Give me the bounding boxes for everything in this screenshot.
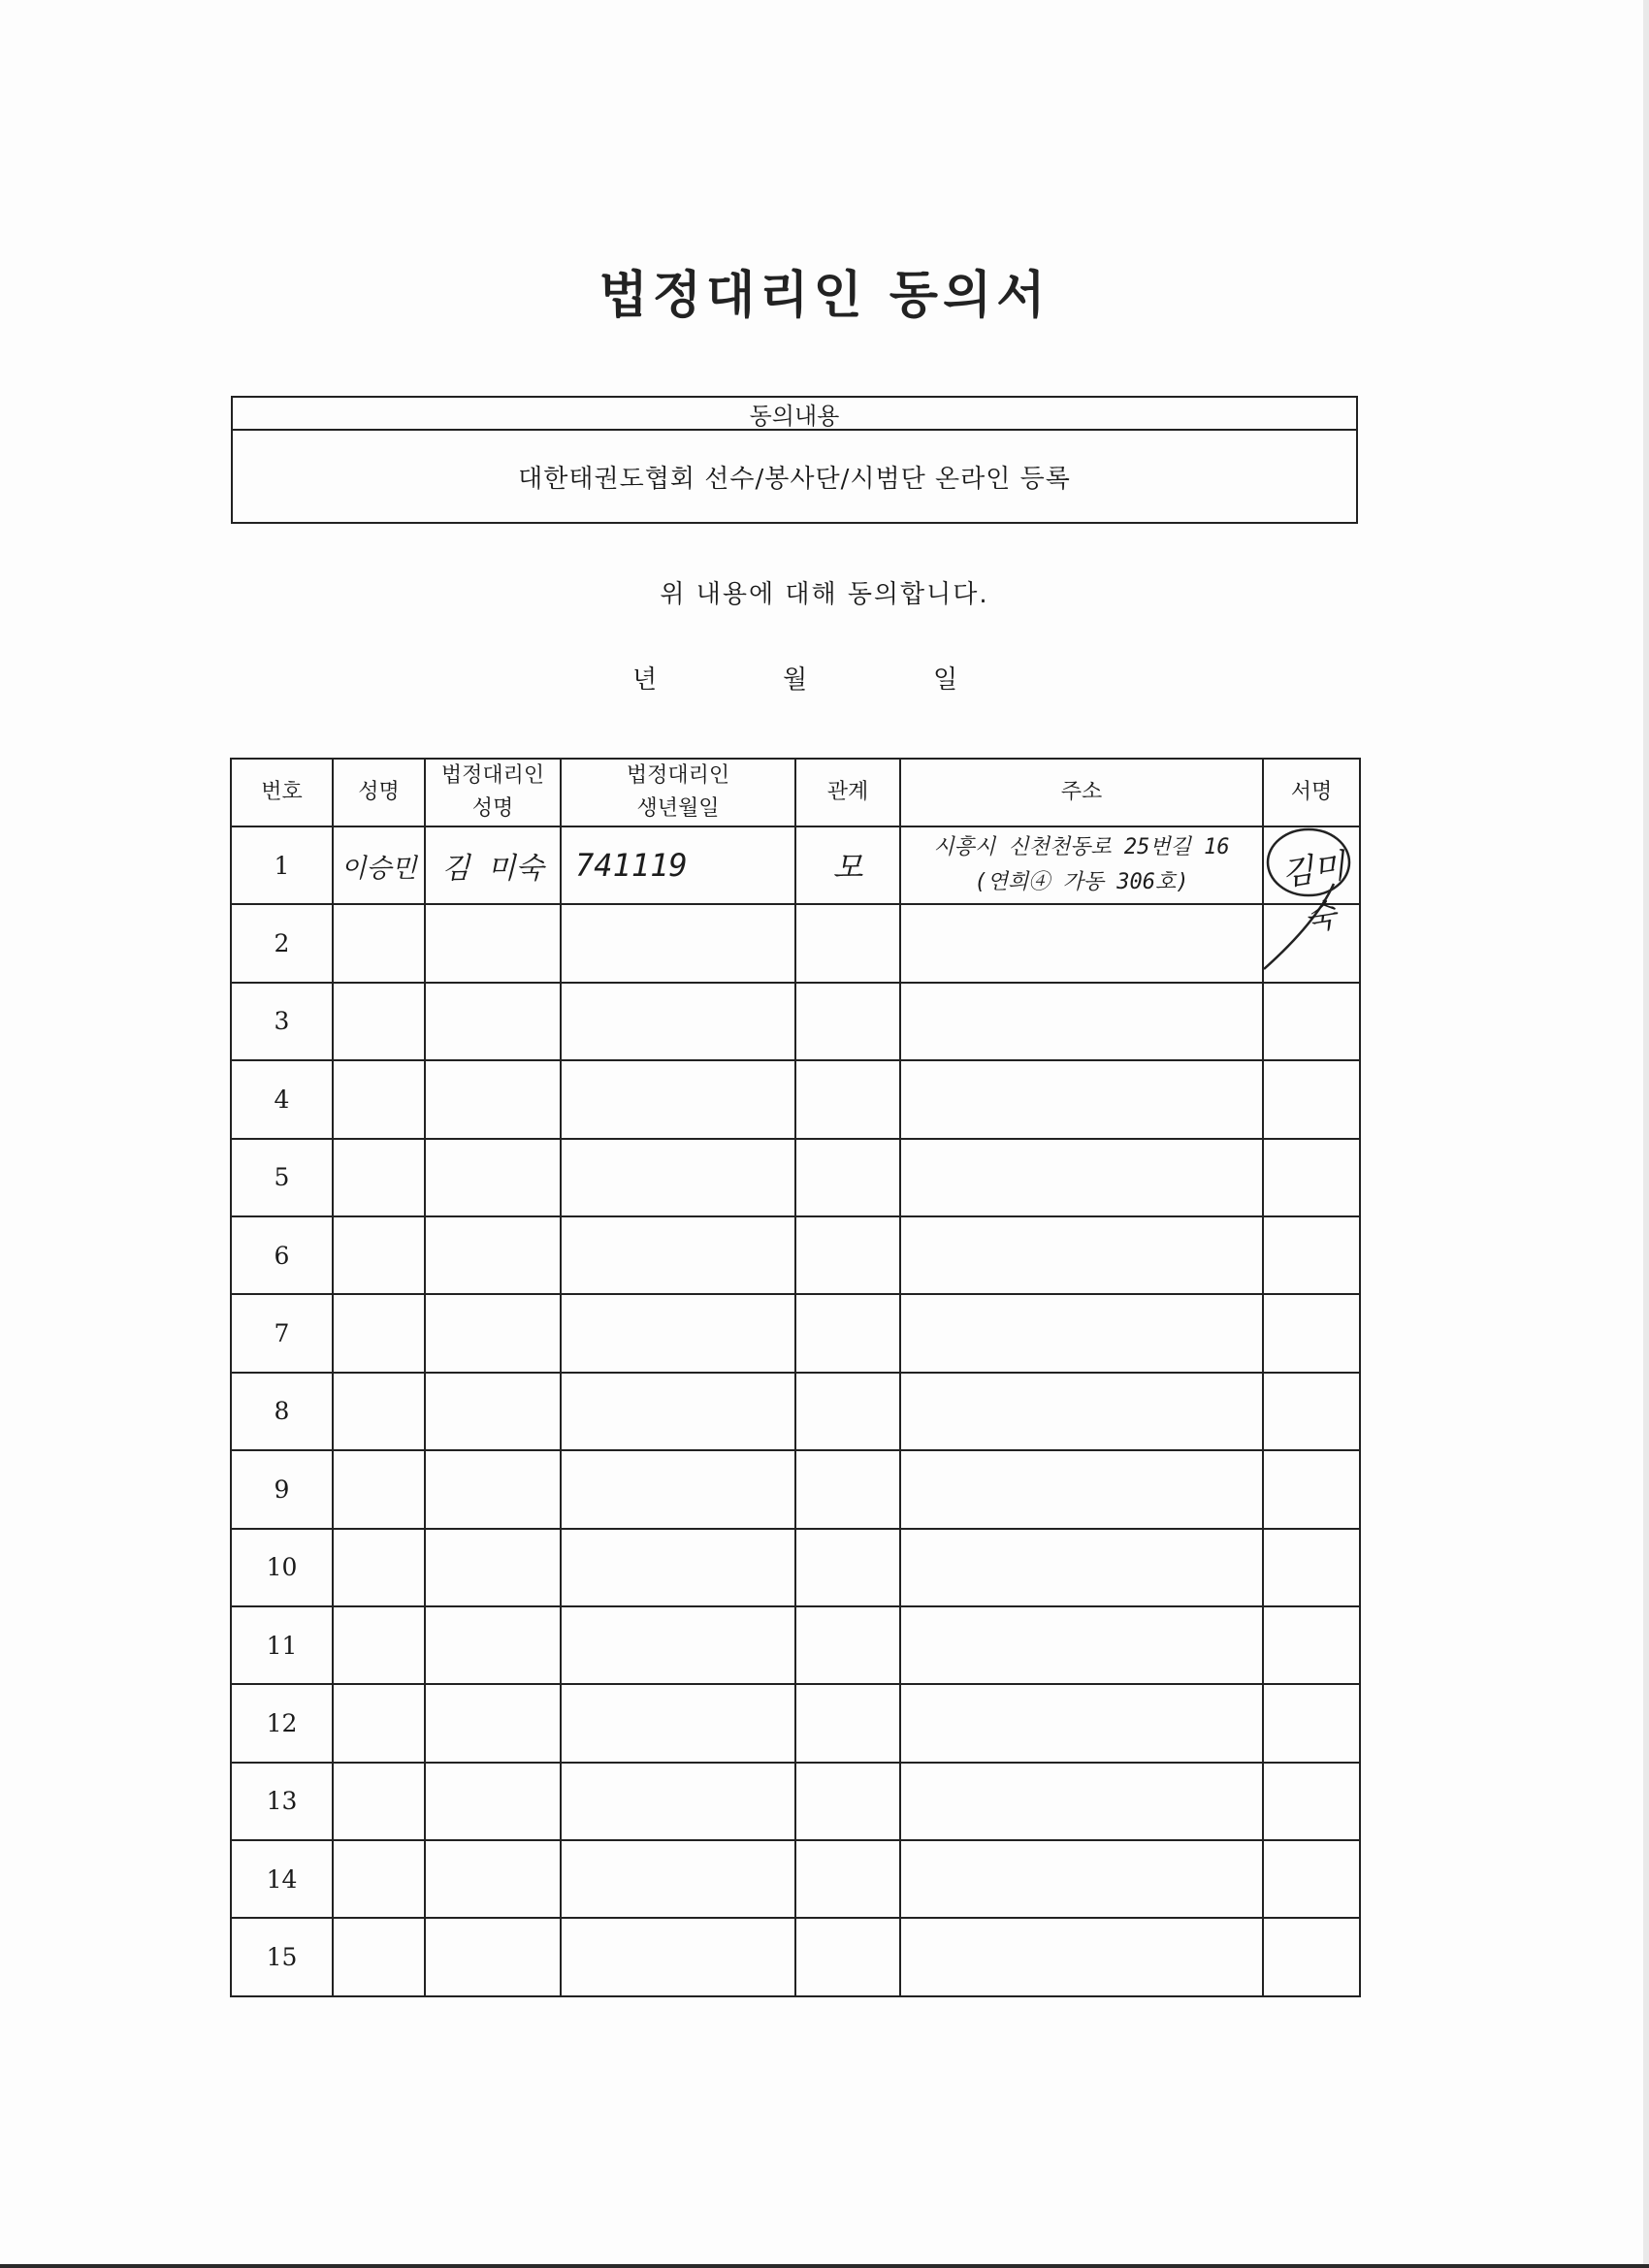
empty-cell — [795, 1216, 900, 1294]
empty-cell — [425, 1840, 561, 1918]
table-row — [231, 1450, 1360, 1528]
agreement-text: 위 내용에 대해 동의합니다. — [660, 580, 989, 609]
empty-cell — [333, 1294, 425, 1372]
empty-cell — [425, 1294, 561, 1372]
table-row — [231, 904, 1360, 982]
empty-cell — [561, 1294, 795, 1372]
empty-cell — [333, 1684, 425, 1762]
empty-cell — [900, 1450, 1263, 1528]
empty-cell — [795, 1294, 900, 1372]
empty-cell — [1263, 1918, 1360, 1995]
empty-cell — [900, 904, 1263, 982]
empty-cell — [425, 1060, 561, 1138]
date-month-label: 월 — [783, 665, 808, 695]
empty-cell — [561, 1918, 795, 1995]
consent-content: 대한태권도협회 선수/봉사단/시범단 온라인 등록 — [518, 464, 1071, 494]
empty-cell — [900, 1763, 1263, 1840]
empty-cell — [561, 1529, 795, 1606]
header-guardian-birth — [561, 759, 795, 826]
empty-cell — [795, 904, 900, 982]
table-row — [231, 1684, 1360, 1762]
empty-cell — [425, 1763, 561, 1840]
table-row — [231, 1373, 1360, 1450]
empty-cell — [425, 983, 561, 1060]
empty-cell — [333, 904, 425, 982]
empty-cell — [1263, 1606, 1360, 1684]
header-address: 주소 — [900, 759, 1263, 826]
signature-cell — [1263, 826, 1360, 940]
empty-cell — [561, 1216, 795, 1294]
empty-cell — [333, 1060, 425, 1138]
document-title: 법정대리인 동의서 — [598, 266, 1051, 325]
address-line1-handwritten: 시흥시 신천천동로 25번길 16 — [933, 835, 1230, 860]
empty-cell — [900, 1060, 1263, 1138]
scan-edge — [1643, 0, 1649, 2268]
empty-cell — [900, 1529, 1263, 1606]
empty-cell — [1263, 1060, 1360, 1138]
table-row — [231, 1060, 1360, 1138]
table-row — [231, 1529, 1360, 1606]
empty-cell — [900, 1373, 1263, 1450]
signature — [1264, 827, 1359, 940]
empty-cell — [561, 1840, 795, 1918]
table-row — [231, 983, 1360, 1060]
header-guardian-birth-line2: 생년월일 — [636, 796, 720, 821]
empty-cell — [900, 1606, 1263, 1684]
address-cell — [900, 826, 1263, 904]
table-row — [231, 826, 1360, 904]
empty-cell — [333, 1373, 425, 1450]
empty-cell — [333, 1529, 425, 1606]
table-header-row — [231, 759, 1360, 826]
empty-cell — [425, 1606, 561, 1684]
header-guardian-name — [425, 759, 561, 826]
guardian-birth-handwritten: 741119 — [575, 847, 688, 885]
empty-cell — [1263, 1840, 1360, 1918]
row-number: 9 — [231, 1450, 333, 1528]
empty-cell — [1263, 1684, 1360, 1762]
header-relation: 관계 — [795, 759, 900, 826]
empty-cell — [795, 1606, 900, 1684]
empty-cell — [561, 1450, 795, 1528]
empty-cell — [900, 1840, 1263, 1918]
row-number: 5 — [231, 1139, 333, 1216]
empty-cell — [795, 1763, 900, 1840]
consent-header: 동의내용 — [233, 398, 1356, 431]
row-number: 1 — [231, 826, 333, 904]
empty-cell — [561, 1060, 795, 1138]
table-row — [231, 1840, 1360, 1918]
empty-cell — [900, 1684, 1263, 1762]
guardian-name-cell — [425, 826, 561, 904]
table-row — [231, 1294, 1360, 1372]
row-number: 7 — [231, 1294, 333, 1372]
empty-cell — [900, 1216, 1263, 1294]
empty-cell — [333, 1918, 425, 1995]
relation-cell — [795, 826, 900, 904]
empty-cell — [561, 1606, 795, 1684]
header-number: 번호 — [231, 759, 333, 826]
empty-cell — [900, 1918, 1263, 1995]
empty-cell — [333, 983, 425, 1060]
empty-cell — [795, 1373, 900, 1450]
row-number: 6 — [231, 1216, 333, 1294]
row-number: 8 — [231, 1373, 333, 1450]
header-guardian-name-line2: 성명 — [471, 796, 514, 821]
relation-handwritten: 모 — [832, 849, 863, 887]
empty-cell — [795, 1060, 900, 1138]
empty-cell — [1263, 983, 1360, 1060]
empty-cell — [425, 1450, 561, 1528]
empty-cell — [1263, 1529, 1360, 1606]
row-number: 15 — [231, 1918, 333, 1995]
row-number: 3 — [231, 983, 333, 1060]
table-row — [231, 1763, 1360, 1840]
row-number: 2 — [231, 904, 333, 982]
empty-cell — [795, 1450, 900, 1528]
empty-cell — [333, 1763, 425, 1840]
empty-cell — [795, 1840, 900, 1918]
empty-cell — [1263, 1373, 1360, 1450]
empty-cell — [333, 1216, 425, 1294]
empty-cell — [795, 983, 900, 1060]
empty-cell — [425, 1529, 561, 1606]
empty-cell — [333, 1606, 425, 1684]
row-number: 14 — [231, 1840, 333, 1918]
empty-cell — [795, 1918, 900, 1995]
empty-cell — [1263, 1763, 1360, 1840]
empty-cell — [561, 1684, 795, 1762]
row-number: 4 — [231, 1060, 333, 1138]
table-row — [231, 1139, 1360, 1216]
empty-cell — [900, 1139, 1263, 1216]
empty-cell — [1263, 1450, 1360, 1528]
empty-cell — [425, 1139, 561, 1216]
empty-cell — [333, 1450, 425, 1528]
empty-cell — [333, 1139, 425, 1216]
header-name: 성명 — [333, 759, 425, 826]
table-row — [231, 1606, 1360, 1684]
empty-cell — [1263, 1139, 1360, 1216]
empty-cell — [561, 1373, 795, 1450]
empty-cell — [425, 1918, 561, 1995]
empty-cell — [333, 1840, 425, 1918]
student-name-cell — [333, 826, 425, 904]
header-guardian-birth-line1: 법정대리인 — [626, 763, 730, 788]
row-number: 13 — [231, 1763, 333, 1840]
empty-cell — [561, 1139, 795, 1216]
signature-handwritten: 김미숙 — [1278, 847, 1348, 940]
guardian-birth-cell — [561, 826, 795, 904]
empty-cell — [561, 983, 795, 1060]
empty-cell — [425, 1216, 561, 1294]
header-guardian-name-line1: 법정대리인 — [440, 763, 545, 788]
scan-edge — [0, 2264, 1649, 2268]
empty-cell — [561, 904, 795, 982]
empty-cell — [425, 1373, 561, 1450]
date-year-label: 년 — [632, 665, 658, 695]
empty-cell — [795, 1139, 900, 1216]
empty-cell — [795, 1529, 900, 1606]
empty-cell — [1263, 1216, 1360, 1294]
consent-box — [231, 396, 1358, 524]
empty-cell — [900, 1294, 1263, 1372]
empty-cell — [425, 1684, 561, 1762]
empty-cell — [795, 1684, 900, 1762]
row-number: 12 — [231, 1684, 333, 1762]
guardian-table — [230, 758, 1361, 1997]
empty-cell — [561, 1763, 795, 1840]
empty-cell — [900, 983, 1263, 1060]
table-row — [231, 1216, 1360, 1294]
guardian-name-handwritten: 김 미숙 — [441, 852, 544, 887]
student-name-handwritten: 이승민 — [340, 853, 417, 884]
address-line2-handwritten: (연희④ 가동 306호) — [974, 870, 1189, 895]
table-row — [231, 1918, 1360, 1995]
empty-cell — [1263, 1294, 1360, 1372]
row-number: 11 — [231, 1606, 333, 1684]
empty-cell — [425, 904, 561, 982]
header-signature: 서명 — [1263, 759, 1360, 826]
row-number: 10 — [231, 1529, 333, 1606]
date-day-label: 일 — [933, 665, 958, 695]
